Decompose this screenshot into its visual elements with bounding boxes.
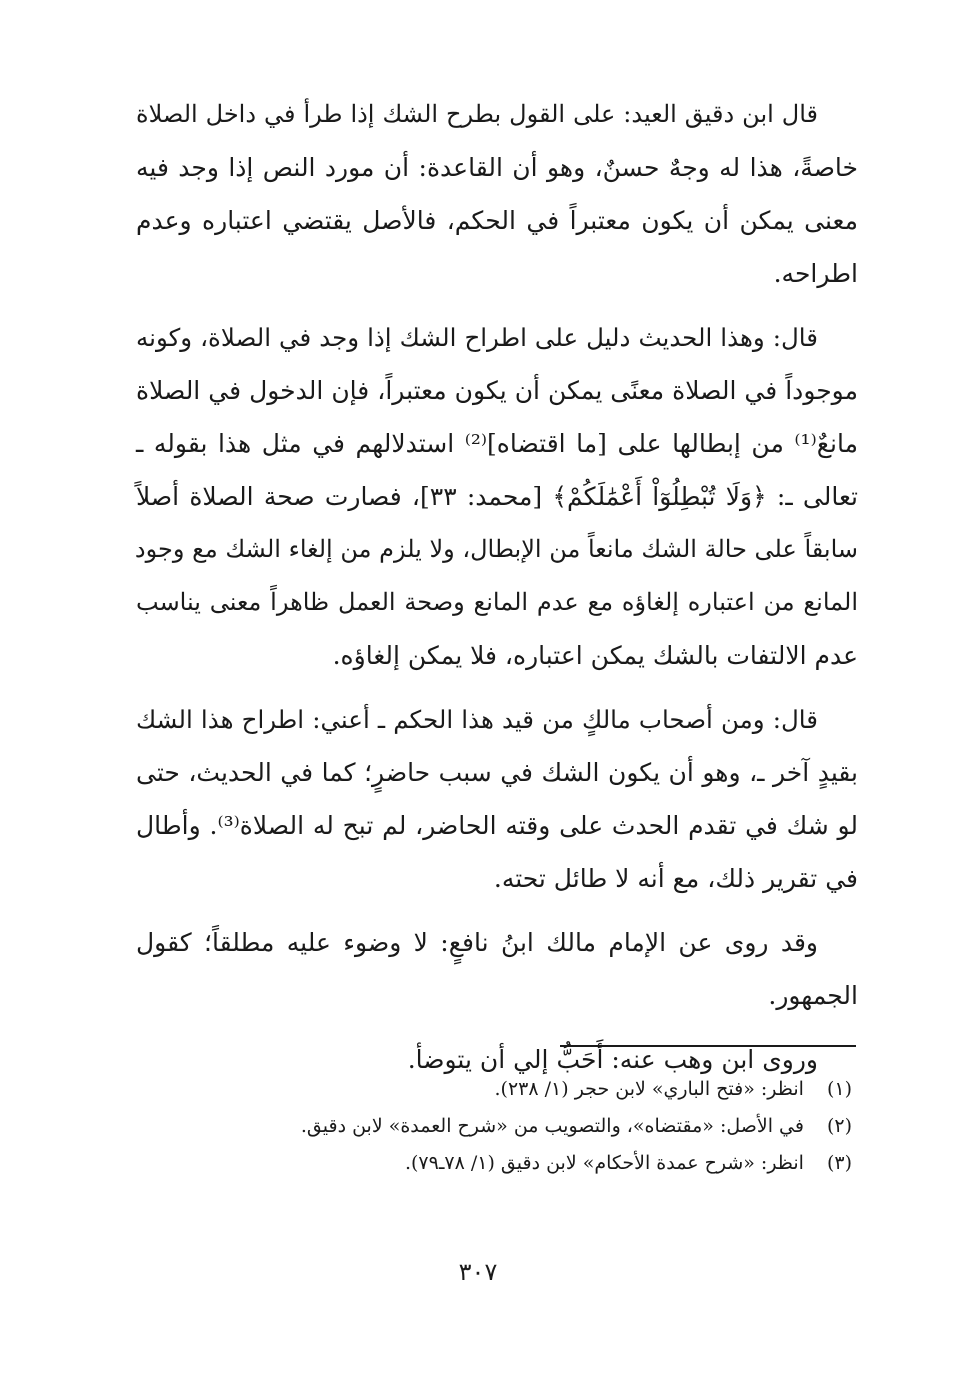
footnote	[301, 1145, 852, 1182]
footnote-text: انظر: «شرح عمدة الأحكام» لابن دقيق (١/ ٧٨ـ٧٩).	[404, 1152, 804, 1174]
text-line: خاصةً، هذا له وجهٌ حسنٌ، وهو أن القاعدة: أن مورد النص إذا وجد فيه	[136, 153, 858, 182]
footnote-text: في الأصل: «مقتضاه»، والتصويب من «شرح العمدة» لابن دقيق.	[300, 1115, 804, 1137]
footnote	[301, 1071, 852, 1108]
text-line: بقيدٍ آخر ـ، وهو أن يكون الشك في سبب حاضرٍ؛ كما في الحديث، حتى	[136, 758, 858, 787]
text-line: اطراحه.	[773, 259, 858, 288]
text-line: موجوداً في الصلاة معنًى يمكن أن يكون معتبراً، فإن الدخول في الصلاة	[136, 376, 858, 405]
text-line: الجمهور.	[768, 981, 858, 1010]
text-line: في تقرير ذلك، مع أنه لا طائل تحته.	[493, 864, 858, 893]
text-line: قال: وهذا الحديث دليل على اطراح الشك إذا وجد في الصلاة، وكونه	[136, 323, 818, 352]
paragraph-4	[136, 916, 858, 1022]
footnote-number: (١)	[826, 1078, 852, 1100]
paragraph-2	[136, 311, 858, 682]
text-line: مانعٌ⁽¹⁾ من إبطالها على [ما اقتضاه]⁽²⁾ استدلالهم في مثل هذا بقوله ـ	[136, 429, 858, 458]
body-text	[136, 88, 858, 1097]
text-line: معنى يمكن أن يكون معتبراً في الحكم، فالأصل يقتضي اعتباره وعدم	[136, 206, 858, 235]
page-number: ٣٠٧	[458, 1258, 498, 1286]
footnote-separator	[560, 1045, 856, 1047]
footnote	[301, 1108, 852, 1145]
footnote-number: (٣)	[826, 1152, 852, 1174]
text-line: قال ابن دقيق العيد: على القول بطرح الشك إذا طرأ في داخل الصلاة	[136, 100, 818, 128]
text-line: تعالى ـ: ﴿وَلَا تُبْطِلُوٓاْ أَعْمَٰلَكُمْ﴾ [محمد: ٣٣]، فصارت صحة الصلاة أصلاً	[136, 482, 858, 511]
footnote-text: انظر: «فتح الباري» لابن حجر (١/ ٢٣٨).	[494, 1078, 804, 1100]
text-line: المانع من اعتباره إلغاؤه مع عدم المانع وصحة العمل ظاهراً معنى يناسب	[136, 588, 858, 616]
text-line: عدم الالتفات بالشك يمكن اعتباره، فلا يمكن إلغاؤه.	[332, 641, 858, 670]
text-line: وروى ابن وهب عنه: أَحَبُّ إلي أن يتوضأ.	[407, 1045, 818, 1074]
text-line: لو شك في تقدم الحدث على وقته الحاضر، لم تبح له الصلاة⁽³⁾. وأطال	[136, 811, 859, 840]
text-line: وقد روى عن الإمام مالك ابنُ نافعٍ: لا وضوء عليه مطلقاً؛ كقول	[136, 928, 818, 957]
footnotes	[301, 1071, 852, 1182]
text-line: قال: ومن أصحاب مالكٍ من قيد هذا الحكم ـ أعني: اطراح هذا الشك	[136, 705, 818, 734]
paragraph-3	[136, 693, 858, 905]
footnote-number: (٢)	[826, 1115, 852, 1137]
paragraph-1	[136, 88, 858, 300]
text-line: سابقاً على حالة الشك مانعاً من الإبطال، ولا يلزم من إلغاء الشك مع وجود	[134, 535, 858, 563]
